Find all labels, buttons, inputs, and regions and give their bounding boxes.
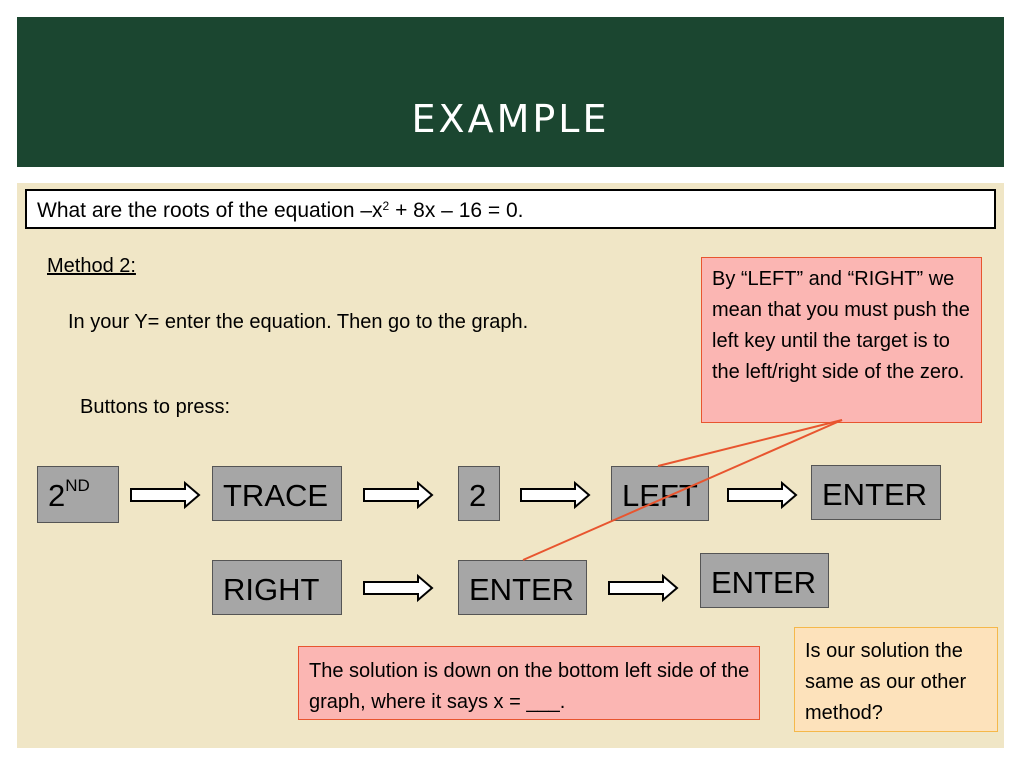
key-left-label: LEFT <box>622 478 698 513</box>
buttons-label: Buttons to press: <box>80 396 231 418</box>
question-suffix: + 8x – 16 = 0. <box>389 199 524 222</box>
key-2nd-sup: ND <box>65 476 90 495</box>
slide-title: EXAMPLE <box>411 97 610 141</box>
key-enter-3-label: ENTER <box>711 565 817 600</box>
solution-note: The solution is down on the bottom left side of the graph, where it says x = ___. <box>298 646 760 720</box>
left-right-callout: By “LEFT” and “RIGHT” we mean that you must push the left key until the target is to the left/right side of the zero. <box>701 257 982 423</box>
key-trace-label: TRACE <box>223 478 329 513</box>
question-prefix: What are the roots of the equation –x <box>37 199 383 222</box>
arrow-icon <box>609 576 677 600</box>
arrow-icon <box>728 483 796 507</box>
arrow-icon <box>364 483 432 507</box>
method-heading: Method 2: <box>47 255 136 277</box>
key-2-label: 2 <box>469 478 487 513</box>
arrow-icon <box>521 483 589 507</box>
instruction-text: In your Y= enter the equation. Then go to the graph. <box>68 311 529 333</box>
callout-connector-left <box>658 420 842 466</box>
arrow-icon <box>364 576 432 600</box>
comparison-note: Is our solution the same as our other method? <box>794 627 998 732</box>
key-right-label: RIGHT <box>223 572 320 607</box>
key-enter-2-label: ENTER <box>469 572 575 607</box>
key-enter-1-label: ENTER <box>822 477 928 512</box>
key-2nd-base: 2 <box>48 478 66 513</box>
question-exponent: 2 <box>382 199 390 213</box>
arrow-icon <box>131 483 199 507</box>
